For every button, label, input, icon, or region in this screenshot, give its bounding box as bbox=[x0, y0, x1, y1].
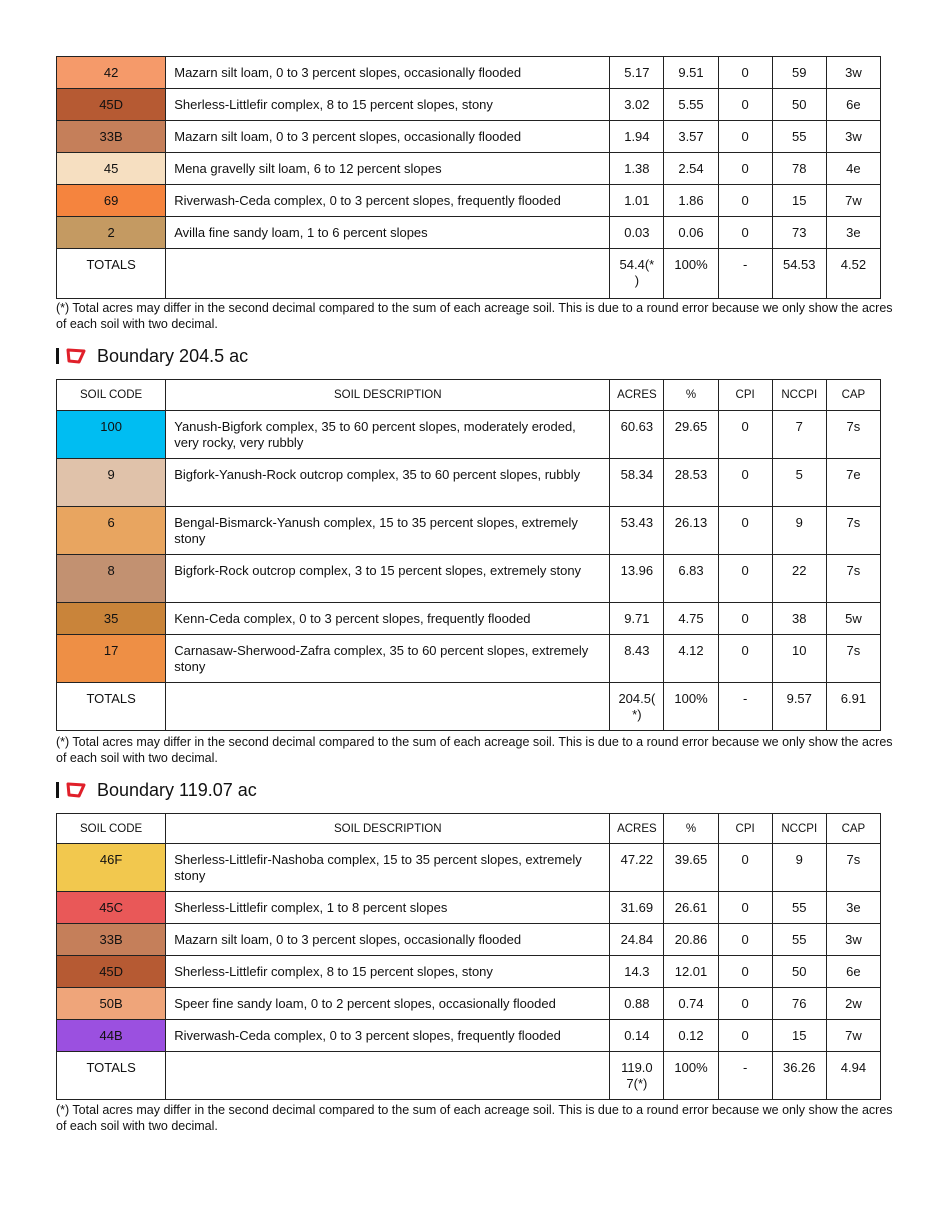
acres-cell: 24.84 bbox=[610, 924, 664, 956]
soil-description-cell: Mena gravelly silt loam, 6 to 12 percent slopes bbox=[166, 153, 610, 185]
table-row bbox=[57, 988, 881, 1020]
header-cpi: CPI bbox=[718, 380, 772, 411]
percent-cell: 3.57 bbox=[664, 121, 718, 153]
totals-cpi-cell: - bbox=[718, 1052, 772, 1100]
acres-cell: 0.88 bbox=[610, 988, 664, 1020]
cap-cell: 7s bbox=[826, 555, 880, 603]
header-cap: CAP bbox=[826, 380, 880, 411]
cpi-cell: 0 bbox=[718, 153, 772, 185]
nccpi-cell: 50 bbox=[772, 89, 826, 121]
boundary-title: Boundary 204.5 ac bbox=[97, 345, 249, 366]
table-row bbox=[57, 89, 881, 121]
cap-cell: 2w bbox=[826, 988, 880, 1020]
soil-code-cell: 42 bbox=[57, 57, 166, 89]
totals-acres-line2: 7(*) bbox=[626, 1076, 648, 1091]
percent-cell: 2.54 bbox=[664, 153, 718, 185]
table-row bbox=[57, 844, 881, 892]
nccpi-cell: 10 bbox=[772, 635, 826, 683]
nccpi-cell: 73 bbox=[772, 217, 826, 249]
totals-acres-line1: 204.5( bbox=[618, 691, 656, 706]
header-nccpi: NCCPI bbox=[772, 814, 826, 844]
nccpi-cell: 22 bbox=[772, 555, 826, 603]
table-row bbox=[57, 924, 881, 956]
acres-cell: 47.22 bbox=[610, 844, 664, 892]
table-row bbox=[57, 411, 881, 459]
soil-code-cell: 35 bbox=[57, 603, 166, 635]
acres-cell: 3.02 bbox=[610, 89, 664, 121]
soil-description-cell: Sherless-Littlefir-Nashoba complex, 15 to 35 percent slopes, extremely stony bbox=[166, 844, 610, 892]
totals-nccpi-cell: 54.53 bbox=[772, 249, 826, 299]
cpi-cell: 0 bbox=[718, 635, 772, 683]
percent-cell: 26.61 bbox=[664, 892, 718, 924]
acres-cell: 53.43 bbox=[610, 507, 664, 555]
nccpi-cell: 55 bbox=[772, 924, 826, 956]
soil-code-cell: 50B bbox=[57, 988, 166, 1020]
acres-cell: 0.03 bbox=[610, 217, 664, 249]
table-row bbox=[57, 507, 881, 555]
header-soil-description: SOIL DESCRIPTION bbox=[166, 814, 610, 844]
boundary-heading-2 bbox=[56, 778, 257, 802]
cap-cell: 3w bbox=[826, 57, 880, 89]
cpi-cell: 0 bbox=[718, 185, 772, 217]
cpi-cell: 0 bbox=[718, 89, 772, 121]
soil-description-cell: Mazarn silt loam, 0 to 3 percent slopes, occasionally flooded bbox=[166, 924, 610, 956]
nccpi-cell: 38 bbox=[772, 603, 826, 635]
acres-cell: 1.01 bbox=[610, 185, 664, 217]
header-percent: % bbox=[664, 814, 718, 844]
percent-cell: 20.86 bbox=[664, 924, 718, 956]
totals-label: TOTALS bbox=[57, 1052, 166, 1100]
cap-cell: 7w bbox=[826, 1020, 880, 1052]
boundary-heading-1 bbox=[56, 344, 248, 368]
header-cpi: CPI bbox=[718, 814, 772, 844]
cpi-cell: 0 bbox=[718, 1020, 772, 1052]
nccpi-cell: 9 bbox=[772, 507, 826, 555]
soil-description-cell: Kenn-Ceda complex, 0 to 3 percent slopes, frequently flooded bbox=[166, 603, 610, 635]
acres-cell: 8.43 bbox=[610, 635, 664, 683]
soil-code-cell: 69 bbox=[57, 185, 166, 217]
totals-acres-line2: *) bbox=[632, 707, 642, 722]
acres-cell: 60.63 bbox=[610, 411, 664, 459]
soil-code-cell: 45 bbox=[57, 153, 166, 185]
totals-acres-cell bbox=[610, 683, 664, 731]
totals-nccpi-cell: 36.26 bbox=[772, 1052, 826, 1100]
percent-cell: 4.12 bbox=[664, 635, 718, 683]
header-row bbox=[57, 814, 881, 844]
soil-description-cell: Sherless-Littlefir complex, 8 to 15 percent slopes, stony bbox=[166, 956, 610, 988]
footnote-1: (*) Total acres may differ in the second decimal compared to the sum of each acreage soil. This is due to a round error because we only show the acres of each soil with two decimal. bbox=[56, 301, 893, 331]
cpi-cell: 0 bbox=[718, 924, 772, 956]
cap-cell: 7w bbox=[826, 185, 880, 217]
cap-cell: 3w bbox=[826, 121, 880, 153]
header-percent: % bbox=[664, 380, 718, 411]
percent-cell: 28.53 bbox=[664, 459, 718, 507]
acres-cell: 13.96 bbox=[610, 555, 664, 603]
table-row bbox=[57, 555, 881, 603]
cap-cell: 7s bbox=[826, 507, 880, 555]
header-acres: ACRES bbox=[610, 814, 664, 844]
table-row bbox=[57, 57, 881, 89]
nccpi-cell: 76 bbox=[772, 988, 826, 1020]
table-body bbox=[57, 57, 881, 299]
cap-cell: 3e bbox=[826, 217, 880, 249]
table-row bbox=[57, 217, 881, 249]
soil-code-cell: 100 bbox=[57, 411, 166, 459]
cap-cell: 7s bbox=[826, 411, 880, 459]
footnote-2: (*) Total acres may differ in the second decimal compared to the sum of each acreage soil. This is due to a round error because we only show the acres of each soil with two decimal. bbox=[56, 735, 893, 765]
percent-cell: 1.86 bbox=[664, 185, 718, 217]
cap-cell: 4e bbox=[826, 153, 880, 185]
percent-cell: 5.55 bbox=[664, 89, 718, 121]
soil-description-cell: Mazarn silt loam, 0 to 3 percent slopes, occasionally flooded bbox=[166, 121, 610, 153]
nccpi-cell: 15 bbox=[772, 185, 826, 217]
nccpi-cell: 55 bbox=[772, 121, 826, 153]
boundary-polygon-icon bbox=[65, 781, 87, 799]
soil-code-cell: 2 bbox=[57, 217, 166, 249]
soil-description-cell: Avilla fine sandy loam, 1 to 6 percent slopes bbox=[166, 217, 610, 249]
soil-description-cell: Yanush-Bigfork complex, 35 to 60 percent slopes, moderately eroded, very rocky, very rubbly bbox=[166, 411, 610, 459]
soil-code-cell: 6 bbox=[57, 507, 166, 555]
totals-cap-cell: 4.52 bbox=[826, 249, 880, 299]
cap-cell: 6e bbox=[826, 956, 880, 988]
cap-cell: 3e bbox=[826, 892, 880, 924]
totals-acres-cell bbox=[610, 249, 664, 299]
totals-acres-line1: 119.0 bbox=[621, 1060, 653, 1075]
table-row bbox=[57, 121, 881, 153]
totals-acres-line2: ) bbox=[634, 273, 640, 288]
soil-code-cell: 44B bbox=[57, 1020, 166, 1052]
acres-cell: 1.38 bbox=[610, 153, 664, 185]
percent-cell: 9.51 bbox=[664, 57, 718, 89]
table-row bbox=[57, 603, 881, 635]
cpi-cell: 0 bbox=[718, 507, 772, 555]
cpi-cell: 0 bbox=[718, 459, 772, 507]
totals-cpi-cell: - bbox=[718, 249, 772, 299]
soil-description-cell: Carnasaw-Sherwood-Zafra complex, 35 to 60 percent slopes, extremely stony bbox=[166, 635, 610, 683]
bar-icon bbox=[56, 348, 59, 364]
totals-cpi-cell: - bbox=[718, 683, 772, 731]
soil-code-cell: 45D bbox=[57, 956, 166, 988]
table-row bbox=[57, 185, 881, 217]
cap-cell: 7s bbox=[826, 844, 880, 892]
cap-cell: 6e bbox=[826, 89, 880, 121]
totals-percent-cell: 100% bbox=[664, 249, 718, 299]
soil-description-cell: Sherless-Littlefir complex, 8 to 15 percent slopes, stony bbox=[166, 89, 610, 121]
acres-cell: 9.71 bbox=[610, 603, 664, 635]
totals-nccpi-cell: 9.57 bbox=[772, 683, 826, 731]
boundary-title: Boundary 119.07 ac bbox=[97, 779, 257, 800]
acres-cell: 58.34 bbox=[610, 459, 664, 507]
table-row bbox=[57, 635, 881, 683]
soil-description-cell: Riverwash-Ceda complex, 0 to 3 percent slopes, frequently flooded bbox=[166, 185, 610, 217]
totals-cap-cell: 6.91 bbox=[826, 683, 880, 731]
soil-code-cell: 17 bbox=[57, 635, 166, 683]
totals-description-cell bbox=[166, 1052, 610, 1100]
soil-table-3 bbox=[56, 813, 881, 1100]
totals-label: TOTALS bbox=[57, 683, 166, 731]
totals-acres-line1: 54.4(* bbox=[619, 257, 655, 272]
boundary-polygon-icon bbox=[65, 347, 87, 365]
soil-description-cell: Bengal-Bismarck-Yanush complex, 15 to 35 percent slopes, extremely stony bbox=[166, 507, 610, 555]
cpi-cell: 0 bbox=[718, 603, 772, 635]
acres-cell: 1.94 bbox=[610, 121, 664, 153]
soil-description-cell: Mazarn silt loam, 0 to 3 percent slopes, occasionally flooded bbox=[166, 57, 610, 89]
totals-percent-cell: 100% bbox=[664, 1052, 718, 1100]
cpi-cell: 0 bbox=[718, 844, 772, 892]
totals-row bbox=[57, 1052, 881, 1100]
percent-cell: 0.74 bbox=[664, 988, 718, 1020]
acres-cell: 31.69 bbox=[610, 892, 664, 924]
nccpi-cell: 59 bbox=[772, 57, 826, 89]
cpi-cell: 0 bbox=[718, 121, 772, 153]
soil-description-cell: Bigfork-Rock outcrop complex, 3 to 15 percent slopes, extremely stony bbox=[166, 555, 610, 603]
cap-cell: 5w bbox=[826, 603, 880, 635]
soil-description-cell: Speer fine sandy loam, 0 to 2 percent slopes, occasionally flooded bbox=[166, 988, 610, 1020]
footnote-3: (*) Total acres may differ in the second decimal compared to the sum of each acreage soil. This is due to a round error because we only show the acres of each soil with two decimal. bbox=[56, 1103, 893, 1133]
soil-code-cell: 33B bbox=[57, 121, 166, 153]
totals-row bbox=[57, 683, 881, 731]
cpi-cell: 0 bbox=[718, 988, 772, 1020]
nccpi-cell: 78 bbox=[772, 153, 826, 185]
totals-label: TOTALS bbox=[57, 249, 166, 299]
soil-description-cell: Riverwash-Ceda complex, 0 to 3 percent slopes, frequently flooded bbox=[166, 1020, 610, 1052]
totals-percent-cell: 100% bbox=[664, 683, 718, 731]
cap-cell: 3w bbox=[826, 924, 880, 956]
percent-cell: 4.75 bbox=[664, 603, 718, 635]
nccpi-cell: 5 bbox=[772, 459, 826, 507]
header-row bbox=[57, 380, 881, 411]
header-soil-code: SOIL CODE bbox=[57, 814, 166, 844]
cpi-cell: 0 bbox=[718, 57, 772, 89]
totals-cap-cell: 4.94 bbox=[826, 1052, 880, 1100]
percent-cell: 6.83 bbox=[664, 555, 718, 603]
table-row bbox=[57, 956, 881, 988]
cpi-cell: 0 bbox=[718, 217, 772, 249]
soil-code-cell: 9 bbox=[57, 459, 166, 507]
percent-cell: 26.13 bbox=[664, 507, 718, 555]
nccpi-cell: 55 bbox=[772, 892, 826, 924]
table-row bbox=[57, 892, 881, 924]
soil-code-cell: 46F bbox=[57, 844, 166, 892]
table-row bbox=[57, 1020, 881, 1052]
percent-cell: 0.06 bbox=[664, 217, 718, 249]
totals-description-cell bbox=[166, 683, 610, 731]
soil-code-cell: 45C bbox=[57, 892, 166, 924]
nccpi-cell: 9 bbox=[772, 844, 826, 892]
header-soil-description: SOIL DESCRIPTION bbox=[166, 380, 610, 411]
header-soil-code: SOIL CODE bbox=[57, 380, 166, 411]
table-body bbox=[57, 844, 881, 1100]
cpi-cell: 0 bbox=[718, 892, 772, 924]
totals-row bbox=[57, 249, 881, 299]
soil-description-cell: Bigfork-Yanush-Rock outcrop complex, 35 to 60 percent slopes, rubbly bbox=[166, 459, 610, 507]
nccpi-cell: 7 bbox=[772, 411, 826, 459]
acres-cell: 0.14 bbox=[610, 1020, 664, 1052]
acres-cell: 14.3 bbox=[610, 956, 664, 988]
acres-cell: 5.17 bbox=[610, 57, 664, 89]
soil-table-2 bbox=[56, 379, 881, 731]
soil-code-cell: 8 bbox=[57, 555, 166, 603]
percent-cell: 39.65 bbox=[664, 844, 718, 892]
percent-cell: 12.01 bbox=[664, 956, 718, 988]
cpi-cell: 0 bbox=[718, 555, 772, 603]
table-row bbox=[57, 459, 881, 507]
header-nccpi: NCCPI bbox=[772, 380, 826, 411]
header-acres: ACRES bbox=[610, 380, 664, 411]
soil-code-cell: 45D bbox=[57, 89, 166, 121]
soil-table-1 bbox=[56, 56, 881, 299]
nccpi-cell: 50 bbox=[772, 956, 826, 988]
percent-cell: 29.65 bbox=[664, 411, 718, 459]
cpi-cell: 0 bbox=[718, 411, 772, 459]
cpi-cell: 0 bbox=[718, 956, 772, 988]
cap-cell: 7s bbox=[826, 635, 880, 683]
bar-icon bbox=[56, 782, 59, 798]
table-row bbox=[57, 153, 881, 185]
nccpi-cell: 15 bbox=[772, 1020, 826, 1052]
totals-acres-cell bbox=[610, 1052, 664, 1100]
soil-description-cell: Sherless-Littlefir complex, 1 to 8 percent slopes bbox=[166, 892, 610, 924]
totals-description-cell bbox=[166, 249, 610, 299]
soil-code-cell: 33B bbox=[57, 924, 166, 956]
table-body bbox=[57, 411, 881, 731]
percent-cell: 0.12 bbox=[664, 1020, 718, 1052]
cap-cell: 7e bbox=[826, 459, 880, 507]
header-cap: CAP bbox=[826, 814, 880, 844]
